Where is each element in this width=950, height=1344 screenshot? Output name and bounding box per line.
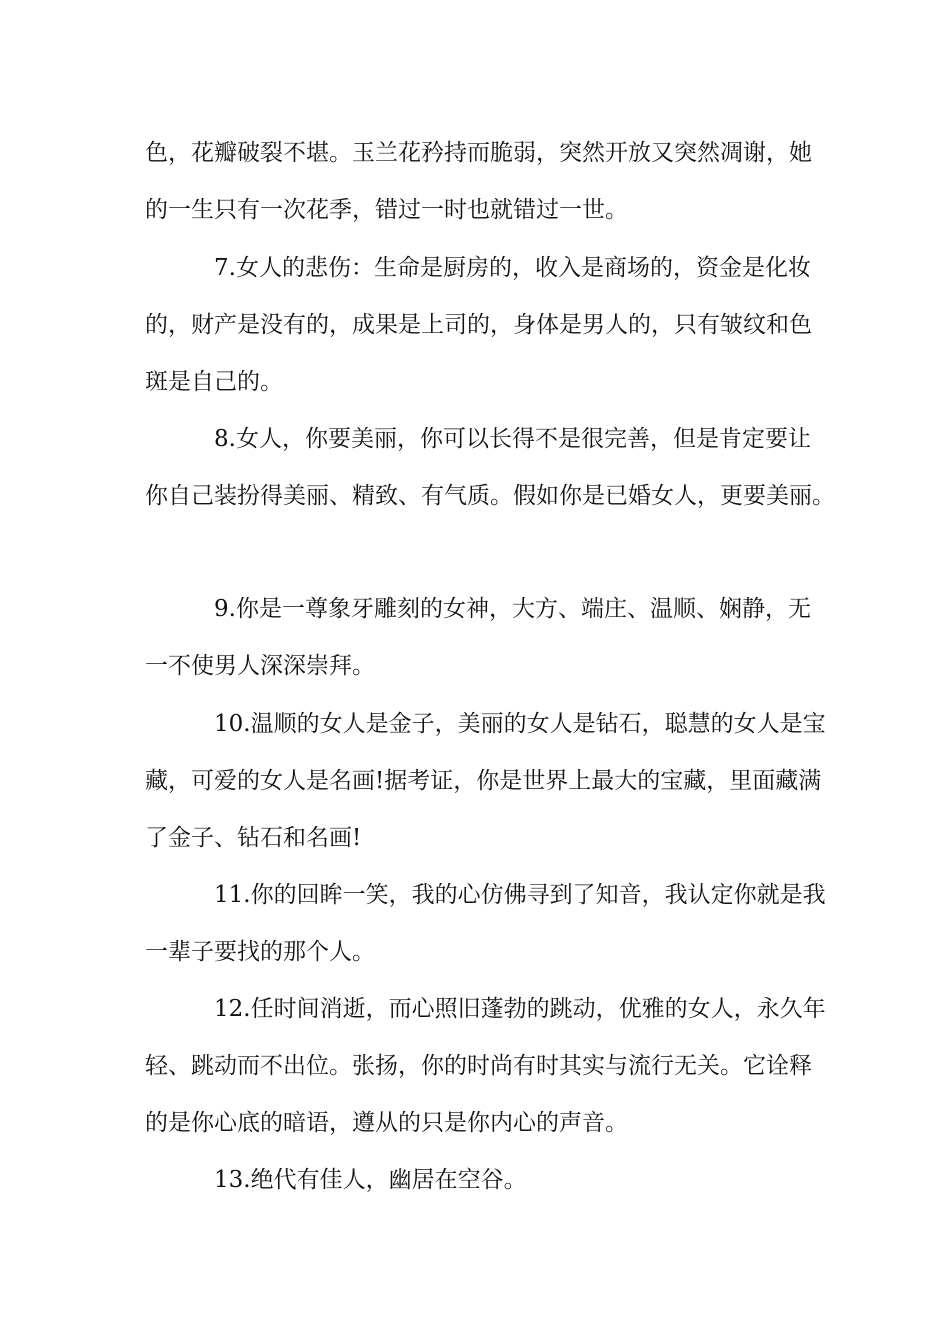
text-line: 8.女人，你要美丽，你可以长得不是很完善，但是肯定要让 — [214, 426, 811, 452]
text-line: 斑是自己的。 — [145, 369, 283, 395]
text-line: 了金子、钻石和名画! — [145, 825, 362, 851]
text-line: 的一生只有一次花季，错过一时也就错过一世。 — [145, 197, 628, 223]
text-line: 10.温顺的女人是金子，美丽的女人是钻石，聪慧的女人是宝 — [214, 711, 826, 737]
text-line: 你自己装扮得美丽、精致、有气质。假如你是已婚女人，更要美丽。 — [145, 483, 835, 509]
text-line: 13.绝代有佳人，幽居在空谷。 — [214, 1167, 527, 1193]
text-line: 藏，可爱的女人是名画!据考证，你是世界上最大的宝藏，里面藏满 — [145, 768, 822, 794]
text-line: 的，财产是没有的，成果是上司的，身体是男人的，只有皱纹和色 — [145, 312, 812, 338]
text-line: 色，花瓣破裂不堪。玉兰花矜持而脆弱，突然开放又突然凋谢，她 — [145, 140, 812, 166]
text-line: 一辈子要找的那个人。 — [145, 939, 375, 965]
text-line: 9.你是一尊象牙雕刻的女神，大方、端庄、温顺、娴静，无 — [214, 596, 811, 622]
text-line: 一不使男人深深崇拜。 — [145, 653, 375, 679]
text-line: 7.女人的悲伤：生命是厨房的，收入是商场的，资金是化妆 — [214, 255, 811, 281]
text-line: 11.你的回眸一笑，我的心仿佛寻到了知音，我认定你就是我 — [214, 882, 826, 908]
text-line: 的是你心底的暗语，遵从的只是你内心的声音。 — [145, 1110, 628, 1136]
text-line: 轻、跳动而不出位。张扬，你的时尚有时其实与流行无关。它诠释 — [145, 1053, 812, 1079]
text-line: 12.任时间消逝，而心照旧蓬勃的跳动，优雅的女人，永久年 — [214, 996, 826, 1022]
